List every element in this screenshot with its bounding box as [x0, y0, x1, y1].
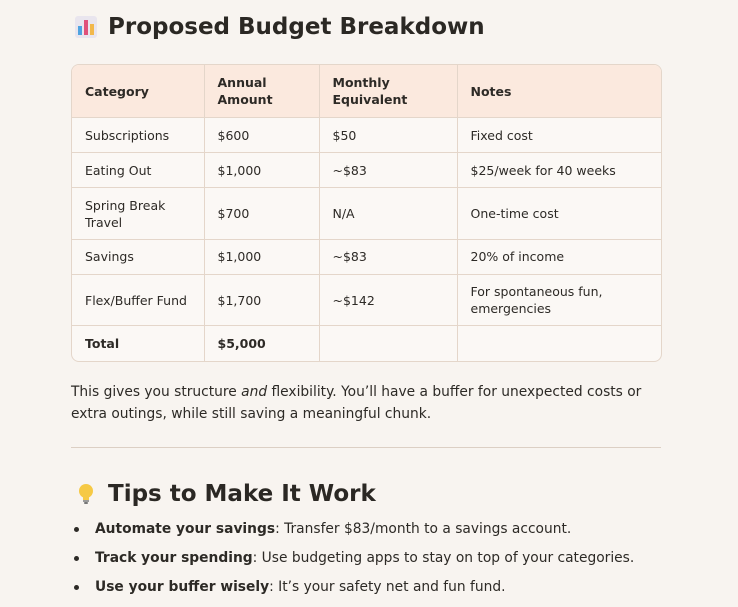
- list-item: Track your spending: Use budgeting apps to stay on top of your categories.: [71, 547, 711, 576]
- list-item: Use your buffer wisely: It’s your safety net and fun fund.: [71, 576, 711, 605]
- divider: [71, 447, 661, 448]
- table-cell: $1,000: [204, 153, 319, 188]
- table-cell: $5,000: [204, 326, 319, 361]
- lightbulb-icon: [74, 482, 98, 506]
- table-row: [72, 153, 661, 188]
- column-header: Monthly Equivalent: [319, 65, 457, 118]
- table-cell: $600: [204, 118, 319, 153]
- table-cell: Fixed cost: [457, 118, 661, 153]
- table-cell: Total: [72, 326, 204, 361]
- table-row: [72, 274, 661, 325]
- table-row: [72, 118, 661, 153]
- table-cell: [457, 326, 661, 361]
- section-heading-tips: [74, 477, 376, 511]
- table-cell: $700: [204, 188, 319, 239]
- table-row-total: [72, 326, 661, 361]
- table-cell: $1,700: [204, 274, 319, 325]
- table-cell: 20% of income: [457, 239, 661, 274]
- table-row: [72, 188, 661, 239]
- table-cell: Spring Break Travel: [72, 188, 204, 239]
- summary-paragraph: This gives you structure and flexibility. You’ll have a buffer for unexpected costs or extra outings, while still saving a meaningful chunk.: [71, 384, 642, 422]
- budget-table: [71, 64, 662, 362]
- column-header: Category: [72, 65, 204, 118]
- table-cell: $50: [319, 118, 457, 153]
- bar-chart-icon: [74, 15, 98, 39]
- table-cell: ~$83: [319, 153, 457, 188]
- column-header: Notes: [457, 65, 661, 118]
- table-cell: [319, 326, 457, 361]
- section-heading-budget: [74, 10, 485, 44]
- table-cell: Flex/Buffer Fund: [72, 274, 204, 325]
- table-cell: For spontaneous fun, emergencies: [457, 274, 661, 325]
- table-cell: Savings: [72, 239, 204, 274]
- column-header: Annual Amount: [204, 65, 319, 118]
- list-item: Automate your savings: Transfer $83/month to a savings account.: [71, 518, 711, 547]
- table-header-row: [72, 65, 661, 118]
- section-title: Proposed Budget Breakdown: [108, 14, 485, 40]
- table-cell: $25/week for 40 weeks: [457, 153, 661, 188]
- tips-list: [71, 518, 711, 605]
- table-row: [72, 239, 661, 274]
- table-cell: ~$142: [319, 274, 457, 325]
- table-cell: Eating Out: [72, 153, 204, 188]
- section-title: Tips to Make It Work: [108, 481, 376, 507]
- table-cell: $1,000: [204, 239, 319, 274]
- table-cell: ~$83: [319, 239, 457, 274]
- table-cell: Subscriptions: [72, 118, 204, 153]
- table-cell: N/A: [319, 188, 457, 239]
- table-cell: One-time cost: [457, 188, 661, 239]
